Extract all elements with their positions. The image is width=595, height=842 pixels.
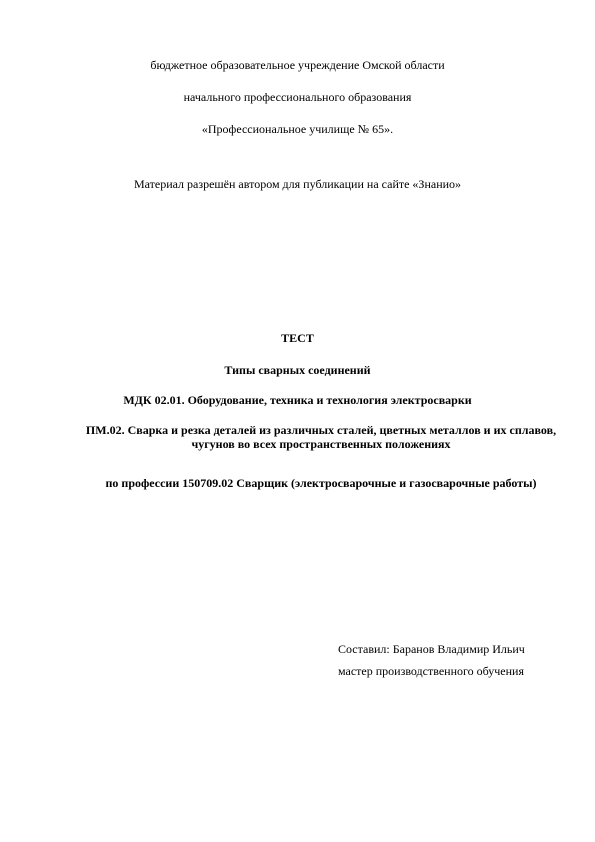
institution-line-1: бюджетное образовательное учреждение Омской области (150, 58, 445, 72)
document-subtitle: Типы сварных соединений (224, 363, 371, 377)
publication-note: Материал разрешён автором для публикации на сайте «Знанио» (133, 177, 462, 191)
institution-line-2: начального профессионального образования (183, 90, 412, 104)
document-title: ТЕСТ (281, 331, 314, 345)
pm-line: ПМ.02. Сварка и резка деталей из различных сталей, цветных металлов и их сплавов, чугунов во всех пространственных положениях (85, 423, 557, 451)
author-position: мастер производственного обучения (338, 664, 524, 678)
institution-line-3: «Профессиональное училище № 65». (201, 122, 394, 136)
profession-line: по профессии 150709.02 Сварщик (электросварочные и газосварочные работы) (105, 476, 537, 490)
mdk-line: МДК 02.01. Оборудование, техника и технология электросварки (123, 393, 472, 407)
compiled-by: Составил: Баранов Владимир Ильич (338, 642, 525, 656)
